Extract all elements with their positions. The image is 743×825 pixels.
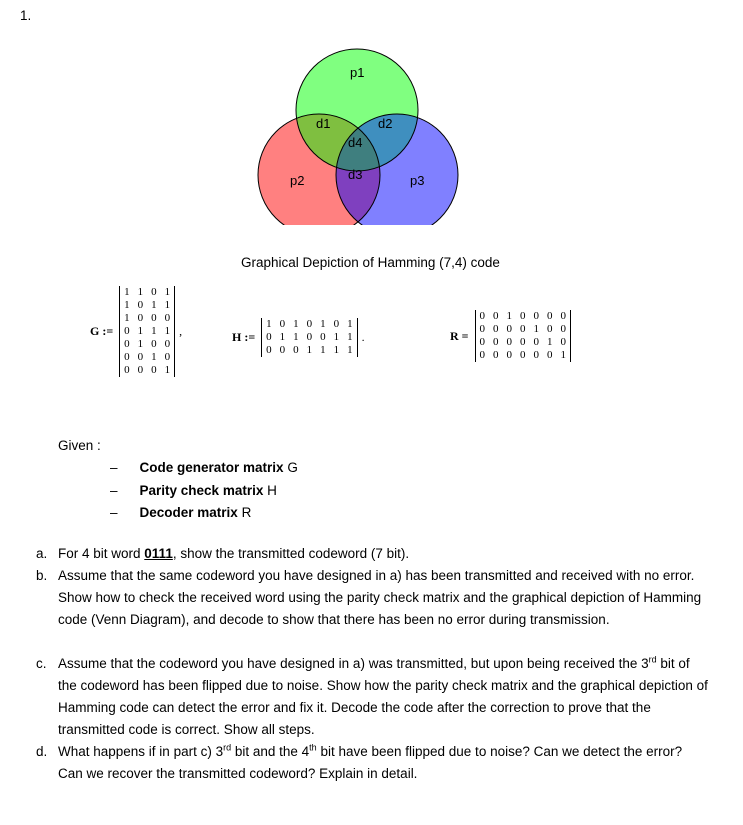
question-b-label: b. — [36, 568, 48, 583]
matrix-cell: 0 — [547, 349, 553, 361]
given-item: – Parity check matrix H — [110, 483, 277, 498]
question-b: Assume that the same codeword you have designed in a) has been transmitted and received with no error. Show how to check the received word using the parity check matrix and the graphical depiction of Hamming code (Venn Diagram), and decode to show that there has been no error during transmission. — [58, 568, 702, 627]
text: bit of the codeword has been flipped due to noise. Show how the parity check matrix and the graphical depiction of Hamming code can detect the error and fix it. Decode the code after the correction to prove that the transmitted code is correct. Show all steps. — [58, 656, 708, 737]
matrix-cell: 0 — [124, 338, 130, 350]
matrix-cell: 1 — [137, 286, 144, 298]
given-item-bold: Parity check matrix — [139, 483, 264, 498]
matrix-cell: 0 — [560, 323, 567, 335]
label-d3: d3 — [348, 167, 363, 182]
text: , show the transmitted codeword (7 bit). — [172, 546, 410, 561]
matrix-cell: 0 — [493, 310, 499, 322]
matrix-cell: 0 — [137, 312, 144, 324]
question-c-label: c. — [36, 656, 47, 671]
matrix-cell: 0 — [151, 312, 157, 324]
matrix-cell: 0 — [520, 323, 526, 335]
matrix-cell: 1 — [279, 331, 286, 343]
matrix-cell: 1 — [533, 323, 540, 335]
matrix-cell: 0 — [306, 318, 313, 330]
text: What happens if in part c) 3 — [58, 744, 224, 759]
matrix-cell: 1 — [333, 344, 340, 356]
matrix-cell: 1 — [347, 318, 353, 330]
given-item-bold: Code generator matrix — [139, 460, 284, 475]
given-item-rest: G — [283, 460, 298, 475]
matrix-cell: 1 — [266, 318, 272, 330]
matrix-cell: 0 — [151, 364, 157, 376]
matrix-cell: 1 — [124, 312, 130, 324]
matrix-cell: 0 — [164, 351, 171, 363]
given-item: – Code generator matrix G — [110, 460, 298, 475]
text: Assume that the codeword you have designed in a) was transmitted, but upon being received the 3 — [58, 656, 649, 671]
text: For 4 bit word — [58, 546, 145, 561]
matrix-cell: 0 — [306, 331, 313, 343]
superscript: rd — [648, 654, 657, 665]
matrix-cell: 0 — [293, 344, 299, 356]
matrix-cell: 0 — [533, 310, 540, 322]
matrix-cell: 0 — [333, 318, 340, 330]
text: bit have been flipped due to noise? Can we detect the error? Can we recover the transmitted codeword? Explain in detail. — [58, 744, 683, 781]
matrix-cell: 0 — [547, 310, 553, 322]
matrix-cell: 1 — [151, 325, 157, 337]
matrix-label: H := — [232, 330, 256, 344]
given-item-rest: R — [237, 505, 252, 520]
matrix-G — [90, 286, 182, 377]
matrix-cell: 0 — [151, 338, 157, 350]
matrix-cell: 1 — [164, 299, 171, 311]
matrix-cell: 1 — [320, 344, 326, 356]
matrix-cell: 0 — [266, 344, 272, 356]
matrix-cell: 0 — [493, 336, 499, 348]
question-a — [58, 543, 708, 565]
superscript: rd — [223, 742, 232, 753]
matrix-cell: 0 — [479, 323, 486, 335]
matrix-cell: 0 — [124, 364, 130, 376]
venn-diagram — [250, 35, 470, 225]
matrix-cell: 0 — [506, 349, 513, 361]
matrix-label: G := — [90, 324, 114, 338]
matrix-punctuation: . — [361, 330, 365, 344]
matrix-cell: 1 — [137, 338, 144, 350]
matrix-cell: 0 — [506, 323, 513, 335]
superscript: th — [309, 742, 317, 753]
matrix-cell: 1 — [151, 299, 157, 311]
question-a-label: a. — [36, 546, 48, 561]
matrix-cell: 1 — [306, 344, 313, 356]
matrix-cell: 0 — [320, 331, 326, 343]
matrix-cell: 0 — [533, 349, 540, 361]
matrix-cell: 1 — [293, 331, 299, 343]
matrix-cell: 0 — [520, 310, 526, 322]
matrix-cell: 1 — [164, 325, 171, 337]
matrix-cell: 1 — [137, 325, 144, 337]
question-c — [58, 653, 708, 741]
label-p3: p3 — [410, 173, 425, 188]
label-p2: p2 — [290, 173, 305, 188]
matrix-cell: 0 — [479, 310, 486, 322]
matrix-cell: 0 — [164, 312, 171, 324]
given-item-rest: H — [263, 483, 277, 498]
word: 0111 — [144, 546, 173, 561]
matrix-cell: 1 — [547, 336, 553, 348]
matrix-label: R = — [450, 328, 469, 343]
label-p1: p1 — [350, 65, 365, 80]
matrix-cell: 1 — [164, 364, 171, 376]
matrix-cell: 0 — [137, 351, 144, 363]
matrix-cell: 0 — [124, 325, 130, 337]
matrix-cell: 1 — [333, 331, 340, 343]
venn-caption: Graphical Depiction of Hamming (7,4) code — [241, 255, 500, 270]
matrix-cell: 0 — [124, 351, 130, 363]
matrix-cell: 1 — [347, 344, 353, 356]
question-number: 1. — [20, 8, 32, 23]
given-item: – Decoder matrix R — [110, 505, 252, 520]
matrix-cell: 0 — [279, 318, 286, 330]
matrix-cell: 1 — [560, 349, 567, 361]
matrix-cell: 1 — [124, 299, 130, 311]
matrix-cell: 0 — [493, 349, 499, 361]
label-d1: d1 — [316, 116, 331, 131]
matrix-cell: 1 — [293, 318, 299, 330]
matrix-cell: 0 — [506, 336, 513, 348]
matrix-cell: 1 — [347, 331, 353, 343]
matrix-cell: 0 — [479, 336, 486, 348]
matrix-cell: 0 — [137, 364, 144, 376]
text: bit and the 4 — [231, 744, 310, 759]
given-title: Given : — [58, 438, 101, 453]
matrix-cell: 0 — [560, 310, 567, 322]
matrix-R — [450, 310, 575, 362]
label-d4: d4 — [348, 135, 363, 150]
matrix-cell: 1 — [124, 286, 130, 298]
matrix-cell: 0 — [520, 349, 526, 361]
matrix-cell: 0 — [533, 336, 540, 348]
matrix-H — [232, 318, 365, 357]
matrix-cell: 0 — [279, 344, 286, 356]
matrix-cell: 1 — [320, 318, 326, 330]
matrix-cell: 0 — [151, 286, 157, 298]
matrix-cell: 0 — [493, 323, 499, 335]
matrix-cell: 0 — [266, 331, 272, 343]
matrix-punctuation: , — [179, 324, 183, 338]
matrix-cell: 0 — [560, 336, 567, 348]
matrix-cell: 1 — [151, 351, 157, 363]
matrix-cell: 0 — [547, 323, 553, 335]
matrix-cell: 1 — [506, 310, 513, 322]
matrix-cell: 0 — [520, 336, 526, 348]
label-d2: d2 — [378, 116, 393, 131]
given-item-bold: Decoder matrix — [139, 505, 238, 520]
matrix-cell: 0 — [479, 349, 486, 361]
matrix-cell: 0 — [164, 338, 171, 350]
question-d-label: d. — [36, 744, 48, 759]
question-d — [58, 741, 708, 785]
matrix-cell: 1 — [164, 286, 171, 298]
matrix-cell: 0 — [137, 299, 144, 311]
